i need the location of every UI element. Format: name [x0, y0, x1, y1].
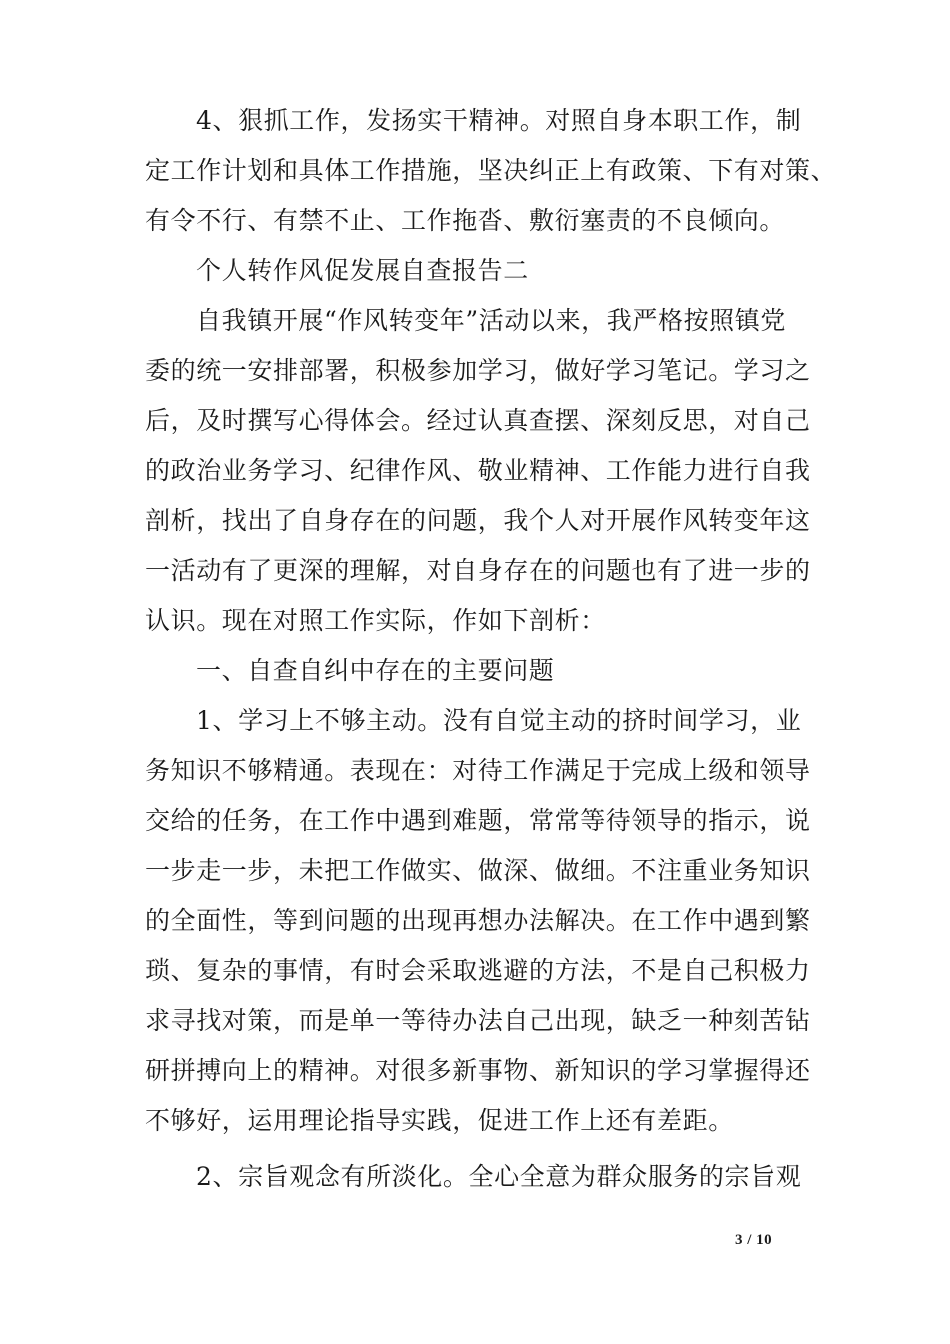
text-line: 一步走一步，未把工作做实、做深、做细。不注重业务知识 — [145, 856, 811, 885]
text-line: 求寻找对策，而是单一等待办法自己出现，缺乏一种刻苦钻 — [145, 1006, 811, 1035]
text-line: 后，及时撰写心得体会。经过认真查摆、深刻反思，对自己 — [145, 406, 811, 435]
text-line: 委的统一安排部署，积极参加学习，做好学习笔记。学习之 — [145, 356, 811, 385]
text-line: 自我镇开展“作风转变年”活动以来，我严格按照镇党 — [196, 306, 786, 335]
text-line: 琐、复杂的事情，有时会采取逃避的方法，不是自己积极力 — [145, 956, 811, 985]
text-line: 的全面性，等到问题的出现再想办法解决。在工作中遇到繁 — [145, 906, 811, 935]
text-line: 有令不行、有禁不止、工作拖沓、敷衍塞责的不良倾向。 — [145, 206, 786, 235]
text-line: 2、宗旨观念有所淡化。全心全意为群众服务的宗旨观 — [196, 1162, 802, 1191]
section-heading: 一、自查自纠中存在的主要问题 — [196, 656, 555, 685]
text-line: 4、狠抓工作，发扬实干精神。对照自身本职工作，制 — [196, 106, 802, 135]
text-line: 认识。现在对照工作实际，作如下剖析： — [145, 606, 606, 635]
text-line: 不够好，运用理论指导实践，促进工作上还有差距。 — [145, 1106, 734, 1135]
text-line: 研拼搏向上的精神。对很多新事物、新知识的学习掌握得还 — [145, 1056, 811, 1085]
text-line: 1、学习上不够主动。没有自觉主动的挤时间学习，业 — [196, 706, 802, 735]
text-line: 的政治业务学习、纪律作风、敬业精神、工作能力进行自我 — [145, 456, 811, 485]
text-line: 定工作计划和具体工作措施，坚决纠正上有政策、下有对策、 — [145, 156, 837, 185]
text-line: 务知识不够精通。表现在：对待工作满足于完成上级和领导 — [145, 756, 811, 785]
page-number: 3 / 10 — [735, 1232, 773, 1248]
document-body — [145, 96, 837, 1202]
text-line: 剖析，找出了自身存在的问题，我个人对开展作风转变年这 — [145, 506, 811, 535]
section-heading: 个人转作风促发展自查报告二 — [196, 256, 529, 285]
text-line: 交给的任务，在工作中遇到难题，常常等待领导的指示，说 — [145, 806, 811, 835]
text-line: 一活动有了更深的理解，对自身存在的问题也有了进一步的 — [145, 556, 811, 585]
